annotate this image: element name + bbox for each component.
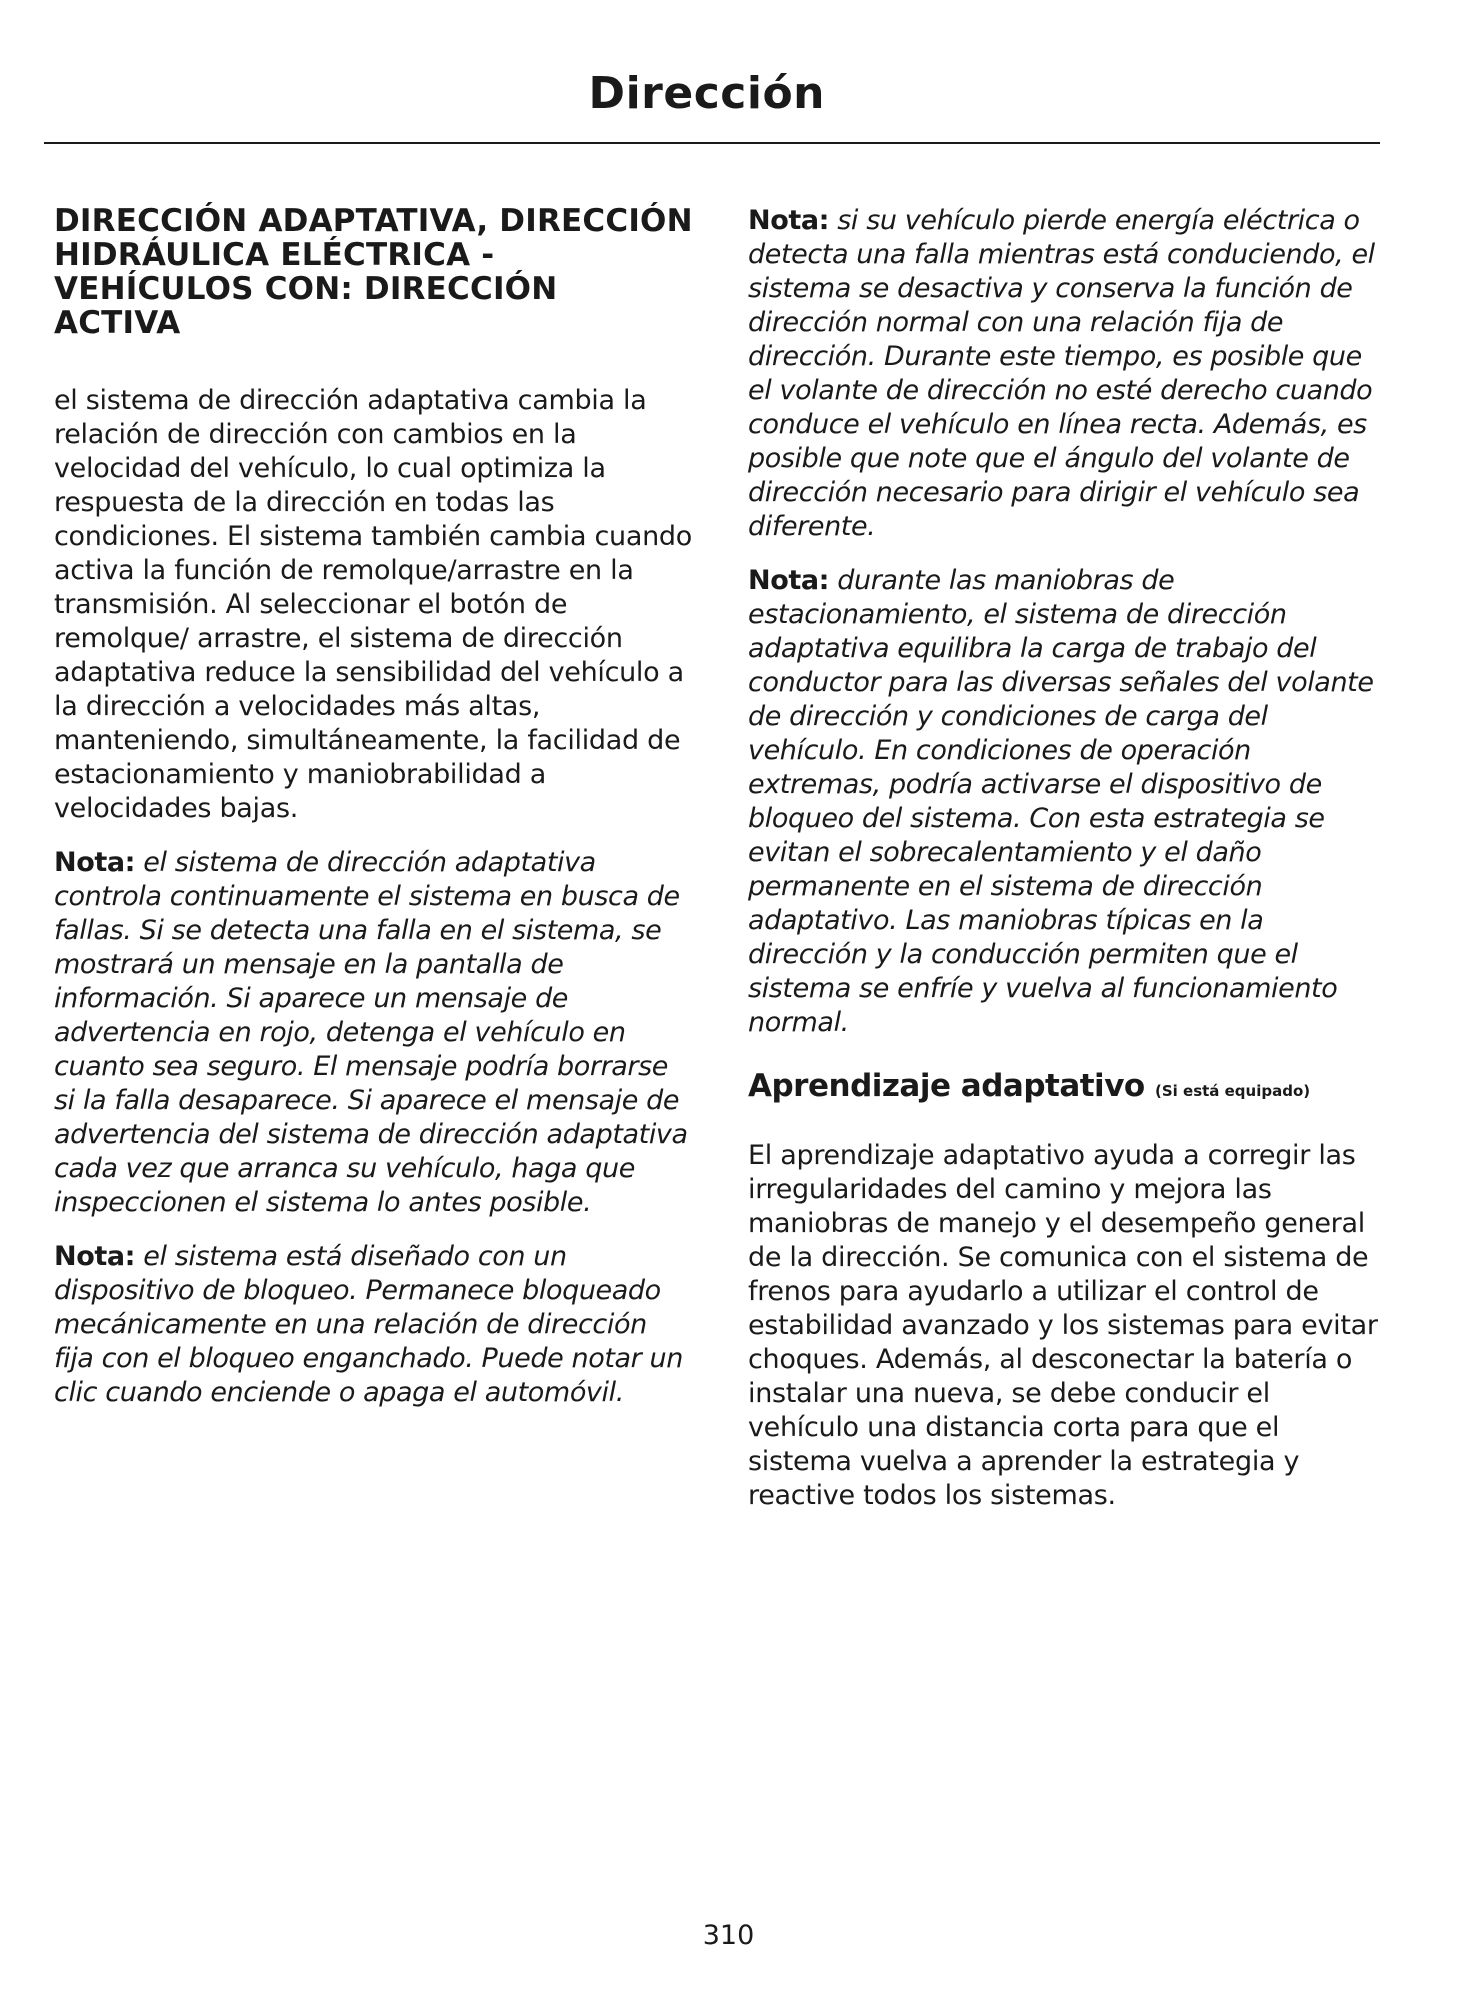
page-title: Dirección <box>588 68 825 119</box>
subsection-heading-text: Aprendizaje adaptativo <box>748 1068 1145 1104</box>
note-paragraph <box>54 846 694 1220</box>
section-heading: DIRECCIÓN ADAPTATIVA, DIRECCIÓN HIDRÁULICA ELÉCTRICA - VEHÍCULOS CON: DIRECCIÓN ACTIVA <box>54 203 693 341</box>
left-column <box>54 204 694 1430</box>
page-header <box>44 62 1380 144</box>
note-label: Nota: <box>54 847 136 878</box>
note-text: si su vehículo pierde energía eléctrica o detecta una falla mientras está conduciendo, el sistema se desactiva y conserva la función de dirección normal con una relación fija de dirección. Durante este tiempo, es posible que el volante de dirección no esté derecho cuando conduce el vehículo en línea recta. Además, es posible que note que el ángulo del volante de dirección necesario para dirigir el vehículo sea diferente. <box>748 205 1375 542</box>
note-paragraph <box>748 564 1388 1040</box>
subsection-heading <box>748 1066 1388 1111</box>
intro-paragraph: el sistema de dirección adaptativa cambia la relación de dirección con cambios en la velocidad del vehículo, lo cual optimiza la respuesta de la dirección en todas las condiciones. El sistema también cambia cuando activa la función de remolque/arrastre en la transmisión. Al seleccionar el botón de remolque/ arrastre, el sistema de dirección adaptativa reduce la sensibilidad del vehículo a la dirección a velocidades más altas, manteniendo, simultáneamente, la facilidad de estacionamiento y maniobrabilidad a velocidades bajas. <box>54 385 692 824</box>
note-paragraph <box>748 204 1388 544</box>
note-paragraph <box>54 1240 694 1410</box>
page-number: 310 <box>702 1920 755 1951</box>
note-label: Nota: <box>54 1241 136 1272</box>
subsection-qualifier: (Si está equipado) <box>1155 1082 1311 1100</box>
subsection-paragraph: El aprendizaje adaptativo ayuda a corregir las irregularidades del camino y mejora las maniobras de manejo y el desempeño general de la dirección. Se comunica con el sistema de frenos para ayudarlo a utilizar el control de estabilidad avanzado y los sistemas para evitar choques. Además, al desconectar la batería o instalar una nueva, se debe conducir el vehículo una distancia corta para que el sistema vuelva a aprender la estrategia y reactive todos los sistemas. <box>748 1140 1378 1511</box>
note-label: Nota: <box>748 205 830 236</box>
note-text: el sistema está diseñado con un dispositivo de bloqueo. Permanece bloqueado mecánicamente en una relación de dirección fija con el bloqueo enganchado. Puede notar un clic cuando enciende o apaga el automóvil. <box>54 1241 683 1408</box>
note-label: Nota: <box>748 565 830 596</box>
note-text: durante las maniobras de estacionamiento, el sistema de dirección adaptativa equilibra la carga de trabajo del conductor para las diversas señales del volante de dirección y condiciones de carga del vehículo. En condiciones de operación extremas, podría activarse el dispositivo de bloqueo del sistema. Con esta estrategia se evitan el sobrecalentamiento y el daño permanente en el sistema de dirección adaptativo. Las maniobras típicas en la dirección y la conducción permiten que el sistema se enfríe y vuelva al funcionamiento normal. <box>748 565 1374 1038</box>
right-column <box>748 204 1388 1533</box>
note-text: el sistema de dirección adaptativa controla continuamente el sistema en busca de fallas. Si se detecta una falla en el sistema, se mostrará un mensaje en la pantalla de información. Si aparece un mensaje de advertencia en rojo, detenga el vehículo en cuanto sea seguro. El mensaje podría borrarse si la falla desaparece. Si aparece el mensaje de advertencia del sistema de dirección adaptativa cada vez que arranca su vehículo, haga que inspeccionen el sistema lo antes posible. <box>54 847 688 1218</box>
